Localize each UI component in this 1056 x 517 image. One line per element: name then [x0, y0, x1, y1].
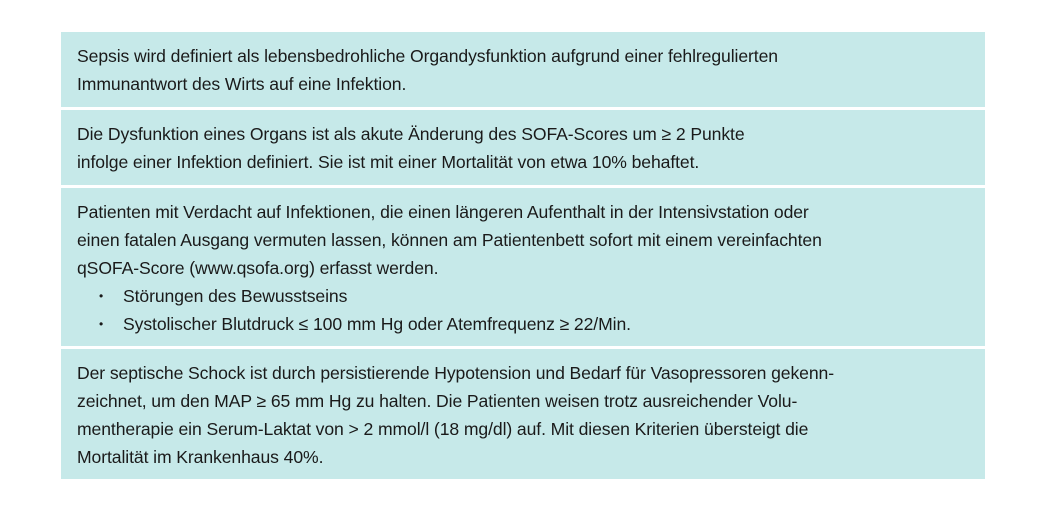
- bullet-icon: •: [99, 317, 104, 331]
- box-text-line: Mortalität im Krankenhaus 40%.: [77, 447, 324, 467]
- box-text-line: Die Dysfunktion eines Organs ist als akute Änderung des SOFA-Scores um ≥ 2 Punkte: [77, 124, 745, 144]
- list-item: [99, 310, 969, 338]
- list-item-text: Systolischer Blutdruck ≤ 100 mm Hg oder Atemfrequenz ≥ 22/Min.: [123, 314, 631, 334]
- box-text-line: zeichnet, um den MAP ≥ 65 mm Hg zu halten. Die Patienten weisen trotz ausreichender Volu-: [77, 391, 798, 411]
- definition-box-stack: [61, 32, 985, 479]
- organ-dysfunction-box: [61, 110, 985, 185]
- list-item-text: Störungen des Bewusstseins: [123, 286, 348, 306]
- box-text-line: einen fatalen Ausgang vermuten lassen, können am Patientenbett sofort mit einem vereinfachten: [77, 230, 822, 250]
- box-text-line: Der septische Schock ist durch persistierende Hypotension und Bedarf für Vasopressoren gekenn-: [77, 363, 834, 383]
- box-text-line: infolge einer Infektion definiert. Sie ist mit einer Mortalität von etwa 10% behaftet.: [77, 152, 700, 172]
- box-text-line: qSOFA-Score (www.qsofa.org) erfasst werden.: [77, 258, 439, 278]
- box-text-line: Patienten mit Verdacht auf Infektionen, die einen längeren Aufenthalt in der Intensivstation oder: [77, 202, 809, 222]
- qsofa-box: [61, 188, 985, 346]
- qsofa-criteria-list: [77, 282, 969, 338]
- septic-shock-box: [61, 349, 985, 479]
- list-item: [99, 282, 969, 310]
- box-text-line: Immunantwort des Wirts auf eine Infektion.: [77, 74, 407, 94]
- box-text-line: Sepsis wird definiert als lebensbedrohliche Organdysfunktion aufgrund einer fehlregulierten: [77, 46, 778, 66]
- box-text-line: mentherapie ein Serum-Laktat von > 2 mmol/l (18 mg/dl) auf. Mit diesen Kriterien übersteigt die: [77, 419, 809, 439]
- bullet-icon: •: [99, 289, 104, 303]
- sepsis-definition-box: [61, 32, 985, 107]
